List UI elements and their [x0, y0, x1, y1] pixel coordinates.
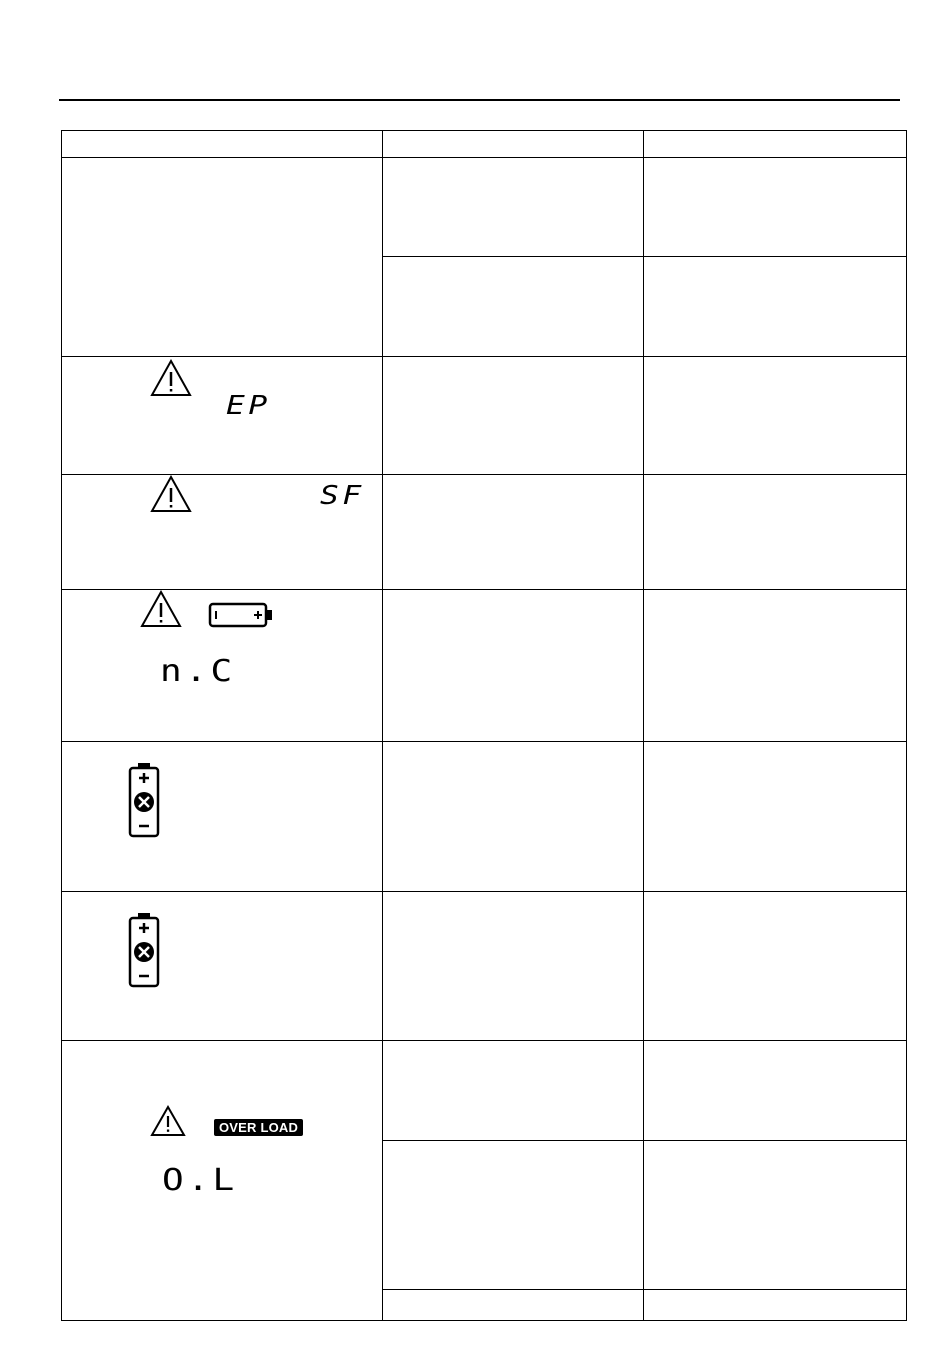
table-row [62, 475, 907, 590]
solution-cell [644, 892, 907, 1041]
warning-icon [150, 475, 192, 513]
cause-cell [383, 892, 644, 1041]
cause-cell [383, 1041, 644, 1141]
fault-table [61, 130, 907, 1321]
error-code-display: O.L [162, 1163, 238, 1198]
indicator-cell [62, 892, 383, 1041]
table-row [62, 158, 907, 257]
error-code-display: n.C [160, 654, 236, 689]
overload-badge: OVER LOAD [214, 1119, 303, 1136]
warning-icon [150, 359, 192, 397]
solution-cell [644, 1141, 907, 1290]
indicator-cell [62, 742, 383, 892]
cause-cell [383, 158, 644, 257]
battery-fault-icon [128, 762, 160, 838]
cause-cell [383, 590, 644, 742]
cause-cell [383, 742, 644, 892]
indicator-cell [62, 590, 383, 742]
table-row [62, 742, 907, 892]
table-row [62, 1041, 907, 1141]
indicator-cell [62, 357, 383, 475]
cause-cell [383, 257, 644, 357]
cause-cell [383, 475, 644, 590]
warning-icon [140, 590, 182, 628]
error-code-display: SF [320, 481, 365, 511]
indicator-cell [62, 1041, 383, 1321]
solution-cell [644, 257, 907, 357]
table-row [62, 590, 907, 742]
header-cell-3 [644, 131, 907, 158]
solution-cell [644, 742, 907, 892]
header-cell-2 [383, 131, 644, 158]
solution-cell [644, 357, 907, 475]
table-row [62, 892, 907, 1041]
battery-fault-icon [128, 912, 160, 988]
solution-cell [644, 158, 907, 257]
warning-icon [150, 1105, 186, 1137]
error-code-display: EP [226, 391, 271, 421]
solution-cell [644, 590, 907, 742]
solution-cell [644, 475, 907, 590]
cause-cell [383, 1141, 644, 1290]
header-row [62, 131, 907, 158]
indicator-cell [62, 475, 383, 590]
header-cell-1 [62, 131, 383, 158]
cause-cell [383, 357, 644, 475]
cause-cell [383, 1289, 644, 1320]
solution-cell [644, 1289, 907, 1320]
table-row [62, 357, 907, 475]
solution-cell [644, 1041, 907, 1141]
battery-outline-icon [208, 602, 274, 628]
indicator-cell [62, 158, 383, 357]
header-rule [59, 99, 900, 101]
